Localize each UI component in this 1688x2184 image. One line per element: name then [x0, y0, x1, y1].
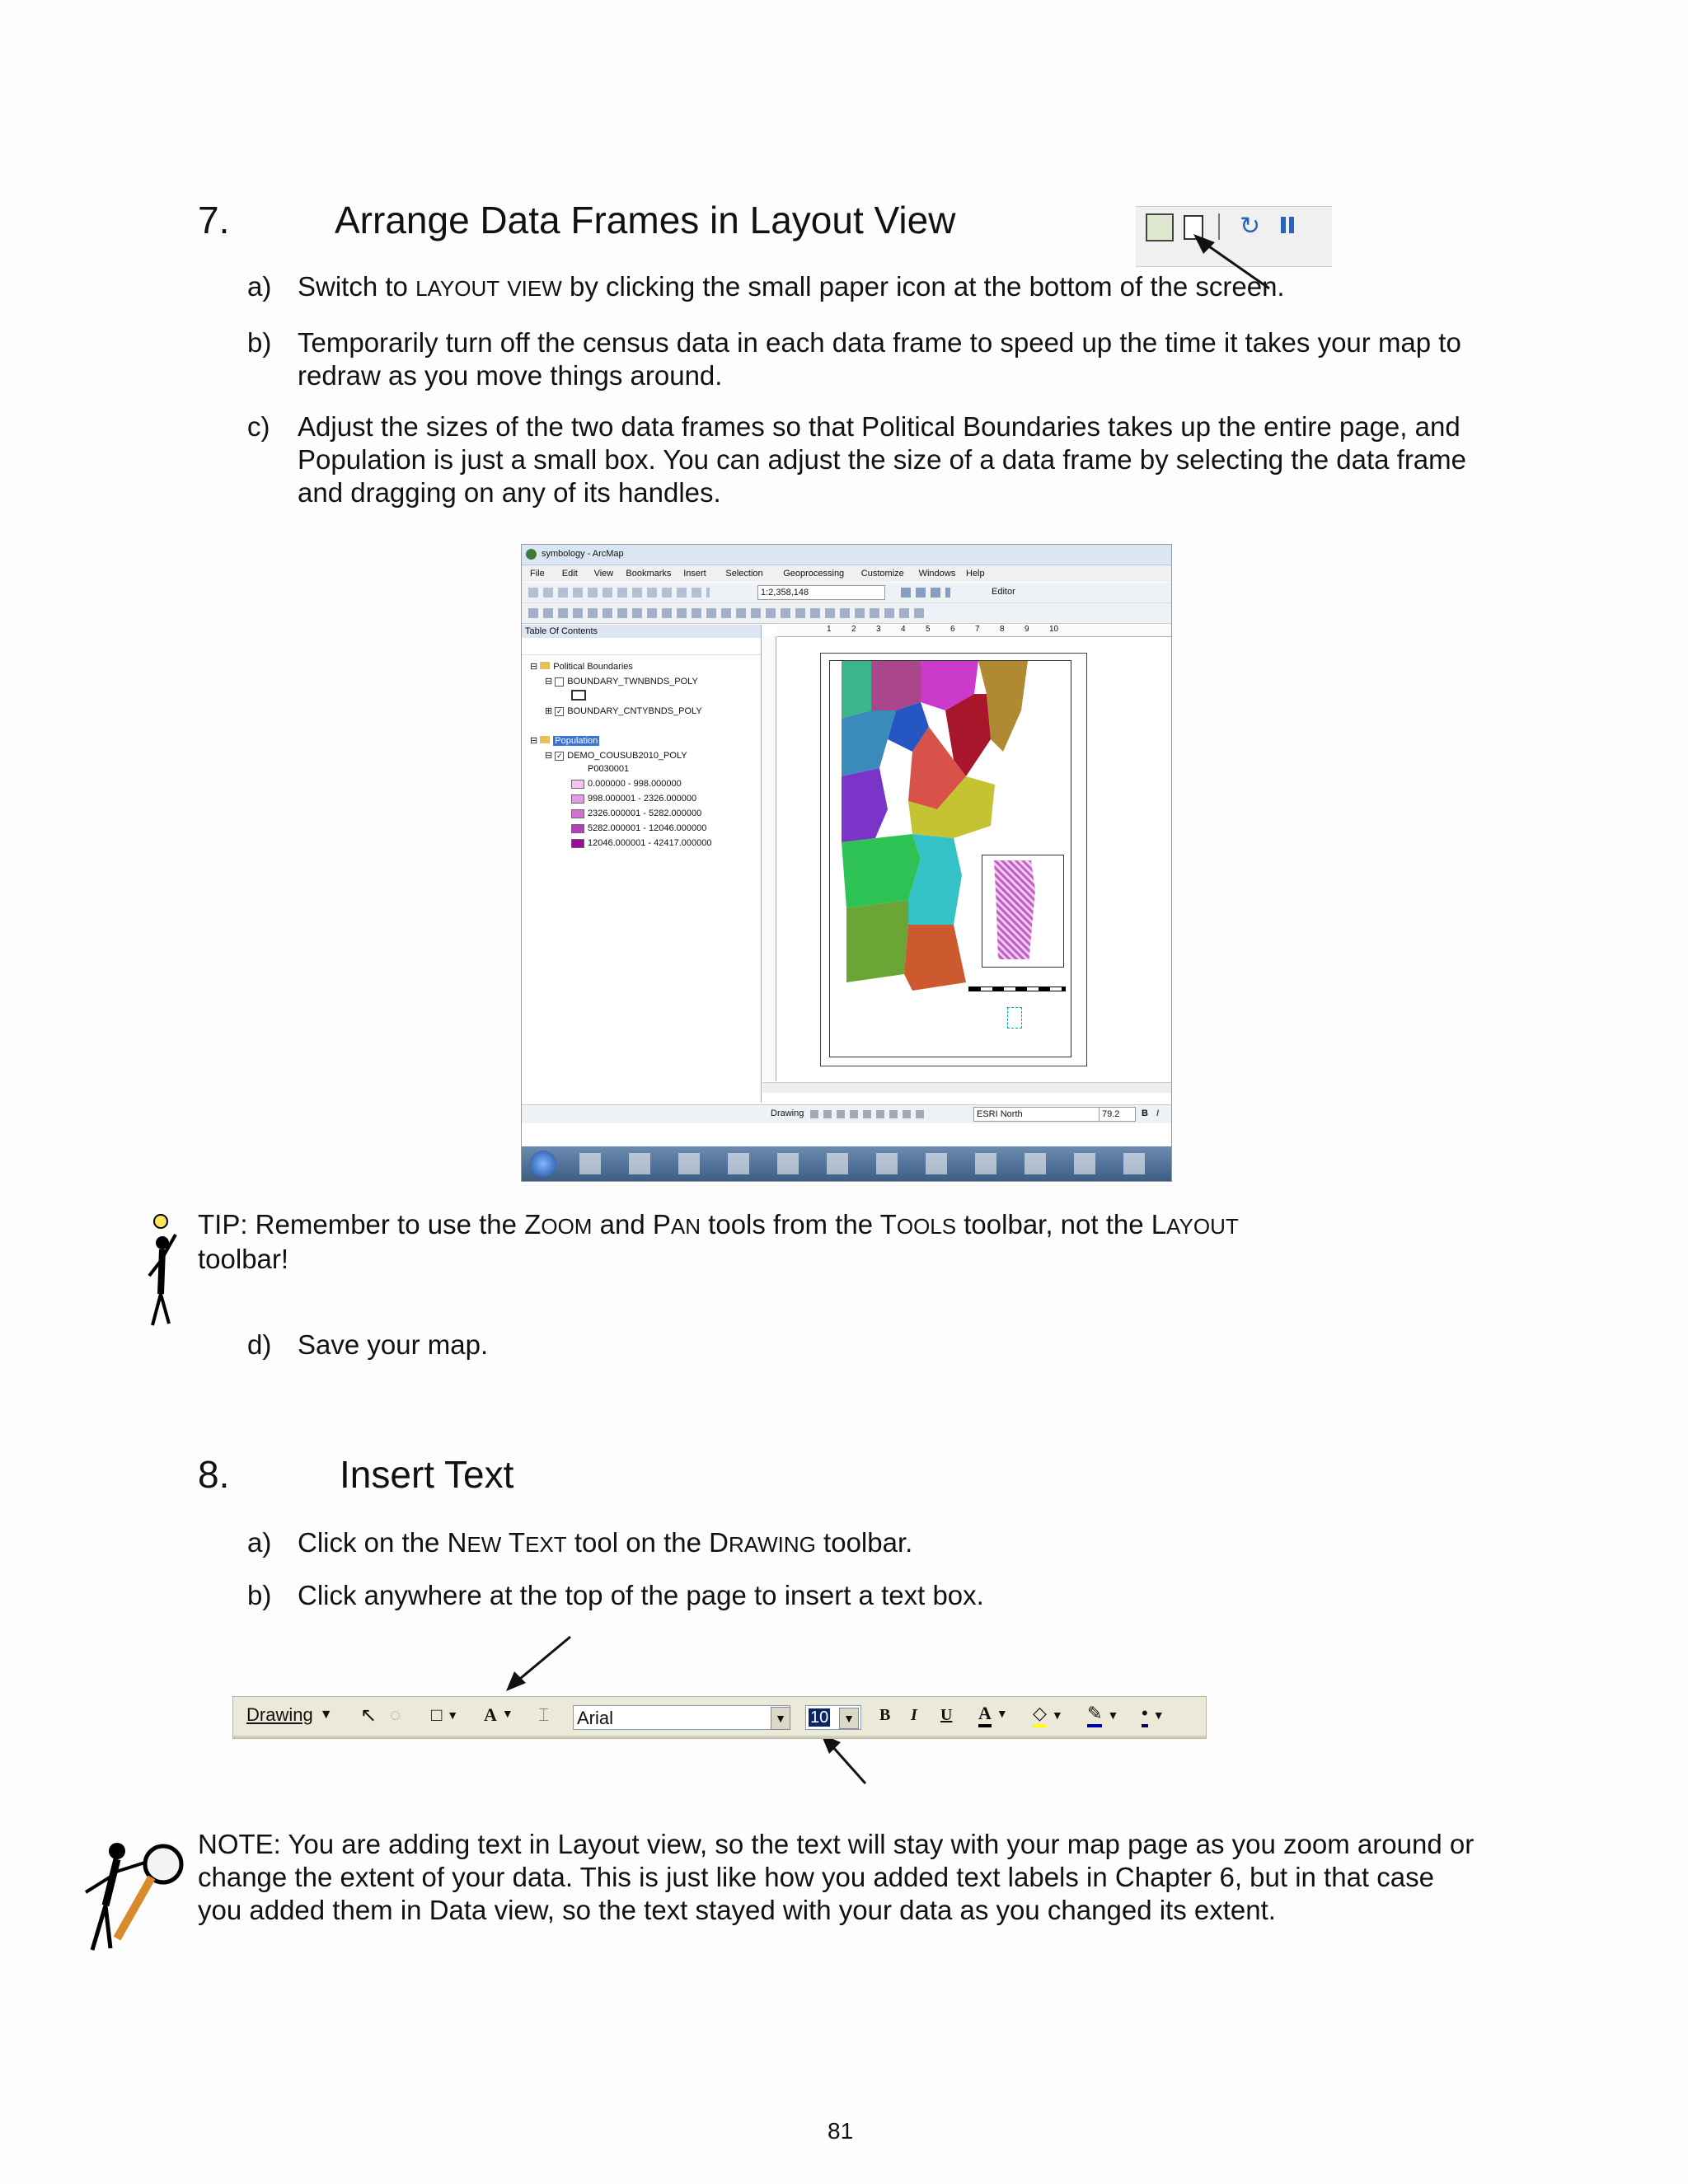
step-8b-label: b): [247, 1580, 272, 1610]
l2a-label: DEMO_COUSUB2010_POLY: [567, 751, 687, 761]
taskbar-app-icons: [579, 1153, 1148, 1174]
drawing-toolbar-small: [522, 1104, 1171, 1123]
scrollbar[interactable]: [762, 1082, 1171, 1093]
vertical-ruler: [762, 636, 776, 1081]
edit-vertices-icon[interactable]: ⌶: [538, 1704, 550, 1725]
zoom-rest: OOM: [541, 1214, 593, 1239]
tip-and: and: [592, 1209, 653, 1240]
l1a-label: BOUNDARY_TWNBNDS_POLY: [567, 677, 698, 687]
new-rest: EW: [467, 1532, 502, 1557]
twnbnds-symbol: [571, 689, 589, 701]
menu-item-windows[interactable]: Windows: [918, 569, 956, 579]
legend-class-label: 12046.000001 - 42417.000000: [588, 838, 712, 848]
section-7-number: 7.: [198, 199, 230, 241]
zoom-initial: Z: [524, 1209, 542, 1240]
start-button-icon[interactable]: [530, 1151, 556, 1177]
checkbox-icon[interactable]: [555, 677, 564, 687]
font-name-select[interactable]: Arial: [573, 1705, 790, 1730]
s8a-pre: Click on the: [298, 1527, 448, 1558]
layer1-label: Political Boundaries: [553, 662, 633, 672]
drawing-icons-small: [810, 1110, 926, 1118]
layout-term: LAYOUT: [415, 276, 500, 301]
layout-page: [820, 653, 1087, 1066]
stick-figure-lightbulb-icon: [144, 1212, 185, 1331]
legend-class-label: 2326.000001 - 5282.000000: [588, 808, 702, 818]
ruler-tick-label: 4: [901, 625, 906, 634]
legend-class-row: [571, 778, 682, 790]
underline-button[interactable]: U: [940, 1705, 953, 1724]
chevron-down-icon: ▼: [319, 1708, 333, 1722]
drawing-rest: RAWING: [728, 1532, 816, 1557]
legend-swatch: [571, 780, 584, 789]
population-map: [994, 860, 1035, 959]
tip-text: [198, 1208, 1352, 1276]
windows-taskbar: [522, 1146, 1171, 1181]
toc-field: P0030001: [588, 764, 630, 774]
step-8b-text: Click anywhere at the top of the page to insert a text box.: [298, 1580, 984, 1610]
ruler-tick-label: 8: [1000, 625, 1005, 634]
menu-item-geoprocessing[interactable]: Geoprocessing: [783, 569, 845, 579]
legend-class-label: 0.000000 - 998.000000: [588, 779, 682, 789]
tip-prefix: TIP: Remember to use the: [198, 1209, 525, 1240]
menu-item-file[interactable]: File: [530, 569, 545, 579]
step-d-text: Save your map.: [298, 1329, 489, 1360]
menu-item-view[interactable]: View: [593, 569, 614, 579]
font-size-select[interactable]: [805, 1705, 861, 1730]
font-color-button[interactable]: [978, 1697, 1008, 1733]
rotate-icon[interactable]: ◌: [390, 1704, 401, 1725]
checkbox-checked-icon[interactable]: ✓: [556, 751, 563, 760]
tools-icons: [528, 608, 924, 618]
scale-bar: [968, 987, 1066, 991]
section-8-number: 8.: [198, 1453, 230, 1496]
drawing-toolbar: [232, 1696, 1207, 1739]
layout-rest: AYOUT: [1166, 1214, 1239, 1239]
ruler-tick-label: 9: [1025, 625, 1029, 634]
step-a-text: [298, 270, 1501, 305]
step-a-post: by clicking the small paper icon at the bottom of the screen.: [561, 271, 1285, 302]
step-b-label: b): [247, 327, 272, 358]
toc-twnbnds[interactable]: ⊟ BOUNDARY_TWNBNDS_POLY: [545, 677, 698, 687]
select-elements-icon[interactable]: ↖: [360, 1704, 377, 1727]
legend-class-row: [571, 808, 701, 819]
new-text-pointer-arrow: [495, 1632, 577, 1698]
legend-swatch: [571, 824, 584, 833]
chevron-down-icon[interactable]: ▼: [771, 1707, 790, 1730]
editor-menu[interactable]: Editor: [992, 587, 1015, 597]
section-7-title: Arrange Data Frames in Layout View: [335, 199, 956, 241]
tip-mid2: toolbar, not the: [956, 1209, 1151, 1240]
tools-initial: T: [879, 1209, 897, 1240]
pan-initial: P: [652, 1209, 671, 1240]
tip-end: toolbar!: [198, 1244, 289, 1274]
scale-box[interactable]: 1:2,358,148: [757, 585, 885, 600]
pause-icon[interactable]: [1281, 217, 1286, 233]
menu-item-customize[interactable]: Customize: [860, 569, 904, 579]
italic-button[interactable]: I: [911, 1705, 917, 1724]
step-a-pre: Switch to: [298, 271, 416, 302]
arcmap-globe-icon: [526, 549, 537, 560]
menu-item-bookmarks[interactable]: Bookmarks: [626, 569, 672, 579]
rectangle-icon[interactable]: □ ▼: [431, 1704, 459, 1725]
data-view-icon[interactable]: [1146, 213, 1174, 241]
toolbar-icons-2: [901, 588, 950, 598]
tools-toolbar: [522, 603, 1171, 624]
ruler-tick-label: 3: [876, 625, 881, 634]
drawing-menu-label: Drawing: [246, 1704, 313, 1725]
ruler-tick-label: 2: [851, 625, 856, 634]
outline-swatch: [571, 690, 586, 701]
toc-cousub[interactable]: ⊟ ✓ DEMO_COUSUB2010_POLY: [545, 751, 687, 761]
new-text-icon[interactable]: A ▼: [484, 1704, 513, 1725]
checkbox-checked-icon[interactable]: ✓: [556, 706, 563, 715]
chevron-down-icon: ▼: [839, 1708, 859, 1729]
drawing-initial: D: [709, 1527, 729, 1558]
s8a-post: toolbar.: [815, 1527, 913, 1558]
legend-swatch: [571, 794, 584, 804]
layout-area: [762, 625, 1171, 1103]
step-8a-text: [298, 1526, 1501, 1561]
bold-small[interactable]: B: [1142, 1108, 1148, 1118]
chevron-down-icon: ▼: [996, 1708, 1008, 1721]
font-box-small[interactable]: ESRI North: [973, 1107, 1101, 1122]
drawing-menu[interactable]: [246, 1697, 333, 1733]
legend-swatch: [571, 809, 584, 818]
new-initial: N: [447, 1527, 467, 1558]
text-initial: T: [508, 1527, 526, 1558]
menu-bar: [522, 565, 1171, 582]
s8a-mid: tool on the: [566, 1527, 710, 1558]
drawing-menu-small[interactable]: Drawing: [771, 1108, 804, 1118]
north-arrow[interactable]: [1007, 1007, 1022, 1029]
tools-rest: OOLS: [896, 1214, 957, 1239]
size-box-small[interactable]: 79.2: [1099, 1107, 1136, 1122]
table-of-contents: [522, 625, 762, 1103]
font-size-value: 10: [810, 1708, 829, 1727]
menu-item-insert[interactable]: Insert: [683, 569, 706, 579]
data-frame-population[interactable]: [982, 855, 1064, 968]
refresh-icon[interactable]: ↻: [1240, 213, 1261, 240]
step-d-label: d): [247, 1329, 272, 1360]
window-title: symbology - ArcMap: [542, 549, 624, 559]
layout-initial: L: [1151, 1209, 1167, 1240]
legend-class-row: [571, 793, 696, 804]
s8a-sp: [501, 1527, 509, 1558]
step-b-text: Temporarily turn off the census data in each data frame to speed up the time it takes your map to redraw as you move things around.: [298, 327, 1461, 391]
text-rest: EXT: [525, 1532, 567, 1557]
folder-icon: [540, 662, 550, 669]
line-color-icon[interactable]: ✎ ▼: [1087, 1697, 1118, 1733]
title-bar: [522, 545, 1171, 565]
arcmap-screenshot: [521, 544, 1172, 1182]
layer2-label: Population: [555, 736, 598, 746]
stick-figure-magnifier-icon: [81, 1840, 188, 1955]
folder-icon: [540, 736, 550, 743]
view-term: VIEW: [507, 276, 562, 301]
standard-toolbar: [522, 583, 1171, 603]
toc-layer-political[interactable]: ⊟ Political Boundaries: [530, 662, 633, 672]
tip-mid: tools from the: [701, 1209, 880, 1240]
toc-toolbar: [522, 638, 761, 655]
menu-item-help[interactable]: Help: [966, 569, 985, 579]
toc-title: Table Of Contents: [522, 625, 761, 638]
font-color-label: A: [978, 1703, 992, 1727]
page-number: 81: [828, 2118, 854, 2144]
step-c-label: c): [247, 411, 270, 442]
legend-class-label: 5282.000001 - 12046.000000: [588, 823, 707, 833]
fill-color-icon[interactable]: ◇ ▼: [1033, 1697, 1063, 1733]
note-text: NOTE: You are adding text in Layout view, so the text will stay with your map page as you zoom around or change the extent of your data. This is just like how you added text labels in Chapter 6, but in that case you added them in Data view, so the text stayed with your data as you changed its extent.: [198, 1829, 1475, 1925]
ruler-tick-label: 1: [827, 625, 832, 634]
pan-rest: AN: [670, 1214, 701, 1239]
font-size-pointer-arrow: [816, 1731, 874, 1788]
horizontal-ruler: [777, 625, 1171, 637]
bold-button[interactable]: B: [879, 1705, 891, 1724]
italic-small[interactable]: I: [1156, 1108, 1160, 1118]
legend-class-row: [571, 823, 706, 834]
menu-item-edit[interactable]: Edit: [561, 569, 578, 579]
section-8-title: Insert Text: [340, 1453, 514, 1496]
marker-color-icon[interactable]: • ▼: [1142, 1697, 1165, 1733]
toc-layer-population[interactable]: ⊟ Population: [530, 736, 598, 746]
toolbar-icons: [528, 588, 710, 598]
ruler-tick-label: 5: [926, 625, 931, 634]
step-c-text: Adjust the sizes of the two data frames so that Political Boundaries takes up the entire page, and Population is just a small box. You can adjust the size of a data frame by selecting the data frame and dragging on any of its handles.: [298, 411, 1467, 508]
menu-item-selection[interactable]: Selection: [725, 569, 763, 579]
l1b-label: BOUNDARY_CNTYBNDS_POLY: [567, 706, 702, 716]
ruler-tick-label: 10: [1049, 625, 1059, 634]
legend-class-label: 998.000001 - 2326.000000: [588, 794, 697, 804]
step-a-label: a): [247, 271, 272, 302]
step-8a-label: a): [247, 1527, 272, 1558]
data-frame-political[interactable]: [829, 660, 1071, 1057]
legend-class-row: [571, 837, 711, 849]
legend-swatch: [571, 839, 584, 848]
ruler-tick-label: 6: [950, 625, 955, 634]
ruler-tick-label: 7: [975, 625, 980, 634]
toc-cntybnds[interactable]: ⊞ ✓ BOUNDARY_CNTYBNDS_POLY: [545, 706, 702, 716]
